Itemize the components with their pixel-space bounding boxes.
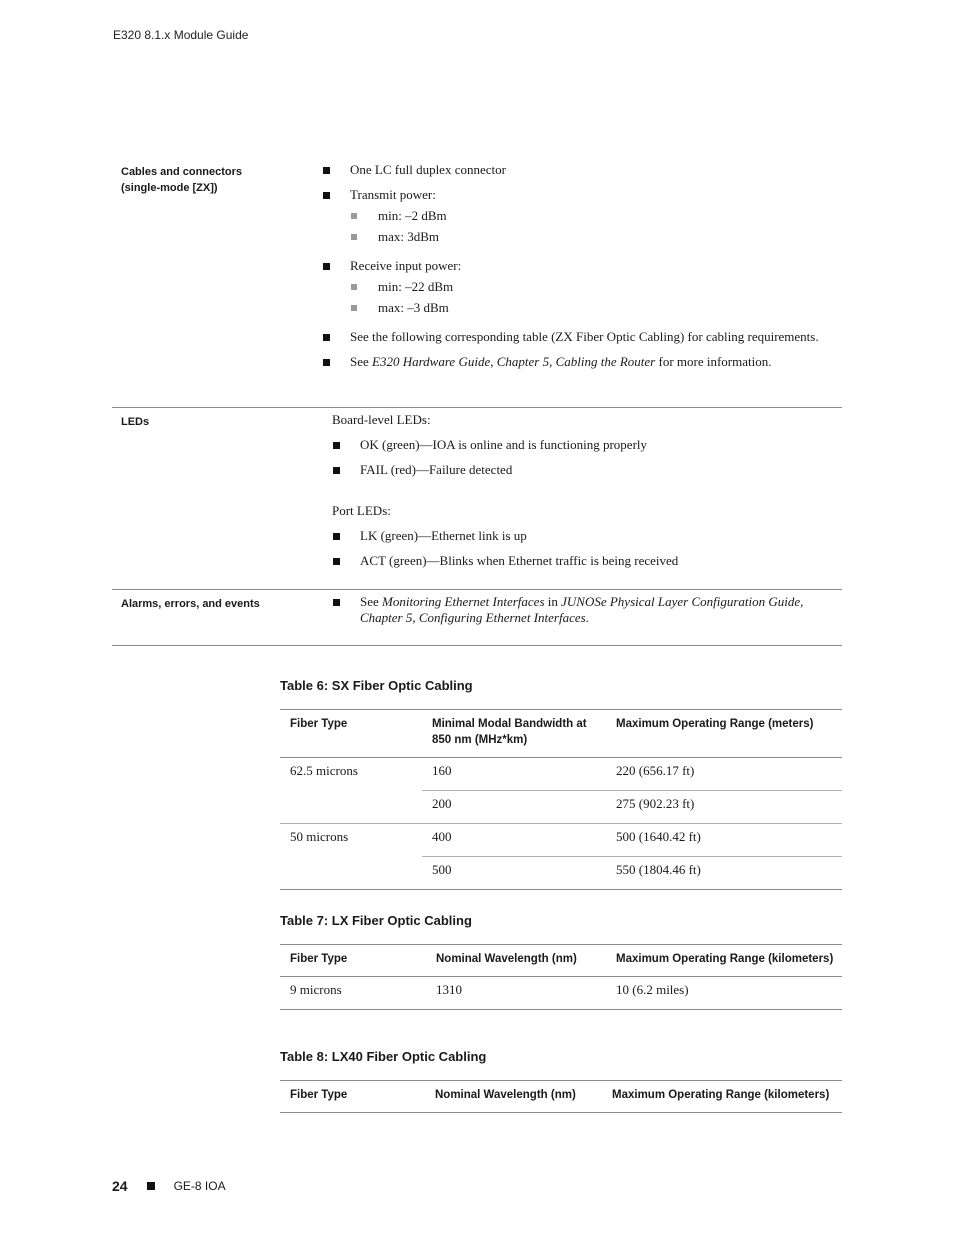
table-cell: 400 <box>422 824 606 857</box>
bullet-transmit-power: Transmit power: min: –2 dBm max: 3dBm <box>322 187 842 245</box>
bullet-zx-table-ref: See the following corresponding table (ZX Fiber Optic Cabling) for cabling requirements. <box>322 329 842 345</box>
table-cell: 500 <box>422 857 606 890</box>
table-cell <box>280 791 422 824</box>
column-header: Fiber Type <box>280 710 422 758</box>
column-header: Nominal Wavelength (nm) <box>426 945 606 977</box>
bullet-connector: One LC full duplex connector <box>322 162 842 178</box>
table-row <box>280 857 842 890</box>
table-cell: 220 (656.17 ft) <box>606 758 842 791</box>
spec-body-cables <box>312 158 842 407</box>
column-header: Minimal Modal Bandwidth at 850 nm (MHz*km) <box>422 710 606 758</box>
column-header: Maximum Operating Range (kilometers) <box>602 1081 842 1113</box>
sub-bullet-transmit-max: max: 3dBm <box>350 229 842 245</box>
spec-body-alarms <box>322 590 842 645</box>
table-row <box>280 758 842 791</box>
table-cell: 275 (902.23 ft) <box>606 791 842 824</box>
sub-bullet-receive-min: min: –22 dBm <box>350 279 842 295</box>
table7-caption: Table 7: LX Fiber Optic Cabling <box>280 913 472 928</box>
spec-row-leds <box>112 407 842 589</box>
footer-separator-square <box>147 1182 155 1190</box>
spec-row-cables <box>112 158 842 407</box>
table8-caption: Table 8: LX40 Fiber Optic Cabling <box>280 1049 487 1064</box>
sub-bullet-transmit-min: min: –2 dBm <box>350 208 842 224</box>
spec-body-leds <box>322 408 842 589</box>
column-header: Maximum Operating Range (kilometers) <box>606 945 842 977</box>
table-header-row <box>280 945 842 977</box>
bullet-led-act: ACT (green)—Blinks when Ethernet traffic is being received <box>332 553 842 569</box>
spec-label-cables: Cables and connectors (single-mode [ZX]) <box>121 166 243 194</box>
running-header-title: E320 8.1.x Module Guide <box>113 28 249 42</box>
table-cell: 550 (1804.46 ft) <box>606 857 842 890</box>
port-leds-heading: Port LEDs: <box>332 503 391 518</box>
column-header: Nominal Wavelength (nm) <box>425 1081 602 1113</box>
hardware-guide-link[interactable]: E320 Hardware Guide, Chapter 5, Cabling the Router <box>372 354 656 369</box>
table-row <box>280 824 842 857</box>
page-footer <box>112 1178 226 1194</box>
table-cell: 50 microns <box>290 829 349 844</box>
bullet-monitoring-ref: See Monitoring Ethernet Interfaces in JUNOSe Physical Layer Configuration Guide, Chapter 5, Configuring Ethernet Interfaces. <box>332 594 842 626</box>
table-cell: 500 (1640.42 ft) <box>606 824 842 857</box>
bullet-receive-power: Receive input power: min: –22 dBm max: –3 dBm <box>322 258 842 316</box>
board-level-leds-heading: Board-level LEDs: <box>332 412 431 427</box>
sub-bullet-receive-max: max: –3 dBm <box>350 300 842 316</box>
column-header: Fiber Type <box>280 1081 425 1113</box>
bullet-led-fail: FAIL (red)—Failure detected <box>332 462 842 478</box>
table-cell: 200 <box>422 791 606 824</box>
table-cell: 10 (6.2 miles) <box>606 977 842 1010</box>
monitoring-ethernet-link[interactable]: Monitoring Ethernet Interfaces <box>382 594 545 609</box>
column-header: Maximum Operating Range (meters) <box>606 710 842 758</box>
table-cell: 160 <box>422 758 606 791</box>
table-cell: 9 microns <box>280 977 426 1010</box>
table6-caption: Table 6: SX Fiber Optic Cabling <box>280 678 473 693</box>
table-row <box>280 791 842 824</box>
table-header-row <box>280 1081 842 1113</box>
table8-lx40-fiber <box>280 1080 842 1113</box>
table-header-row <box>280 710 842 758</box>
table-cell <box>280 857 422 890</box>
bullet-hardware-guide-ref: See E320 Hardware Guide, Chapter 5, Cabling the Router for more information. <box>322 354 842 370</box>
page-number: 24 <box>112 1178 128 1194</box>
bullet-led-ok: OK (green)—IOA is online and is functioning properly <box>332 437 842 453</box>
column-header: Fiber Type <box>280 945 426 977</box>
table-cell: 1310 <box>426 977 606 1010</box>
physical-layer-guide-link[interactable]: JUNOSe Physical Layer Configuration Guide, Chapter 5, Configuring Ethernet Interfaces <box>360 594 804 625</box>
table6-sx-fiber <box>280 709 842 890</box>
spec-label-alarms: Alarms, errors, and events <box>121 598 260 610</box>
footer-section-title: GE-8 IOA <box>173 1179 226 1193</box>
table-cell: 62.5 microns <box>290 763 358 778</box>
spec-label-leds: LEDs <box>121 416 150 428</box>
module-spec-table <box>112 158 842 646</box>
bullet-led-lk: LK (green)—Ethernet link is up <box>332 528 842 544</box>
table7-lx-fiber <box>280 944 842 1010</box>
spec-row-alarms <box>112 589 842 645</box>
table-row <box>280 977 842 1010</box>
